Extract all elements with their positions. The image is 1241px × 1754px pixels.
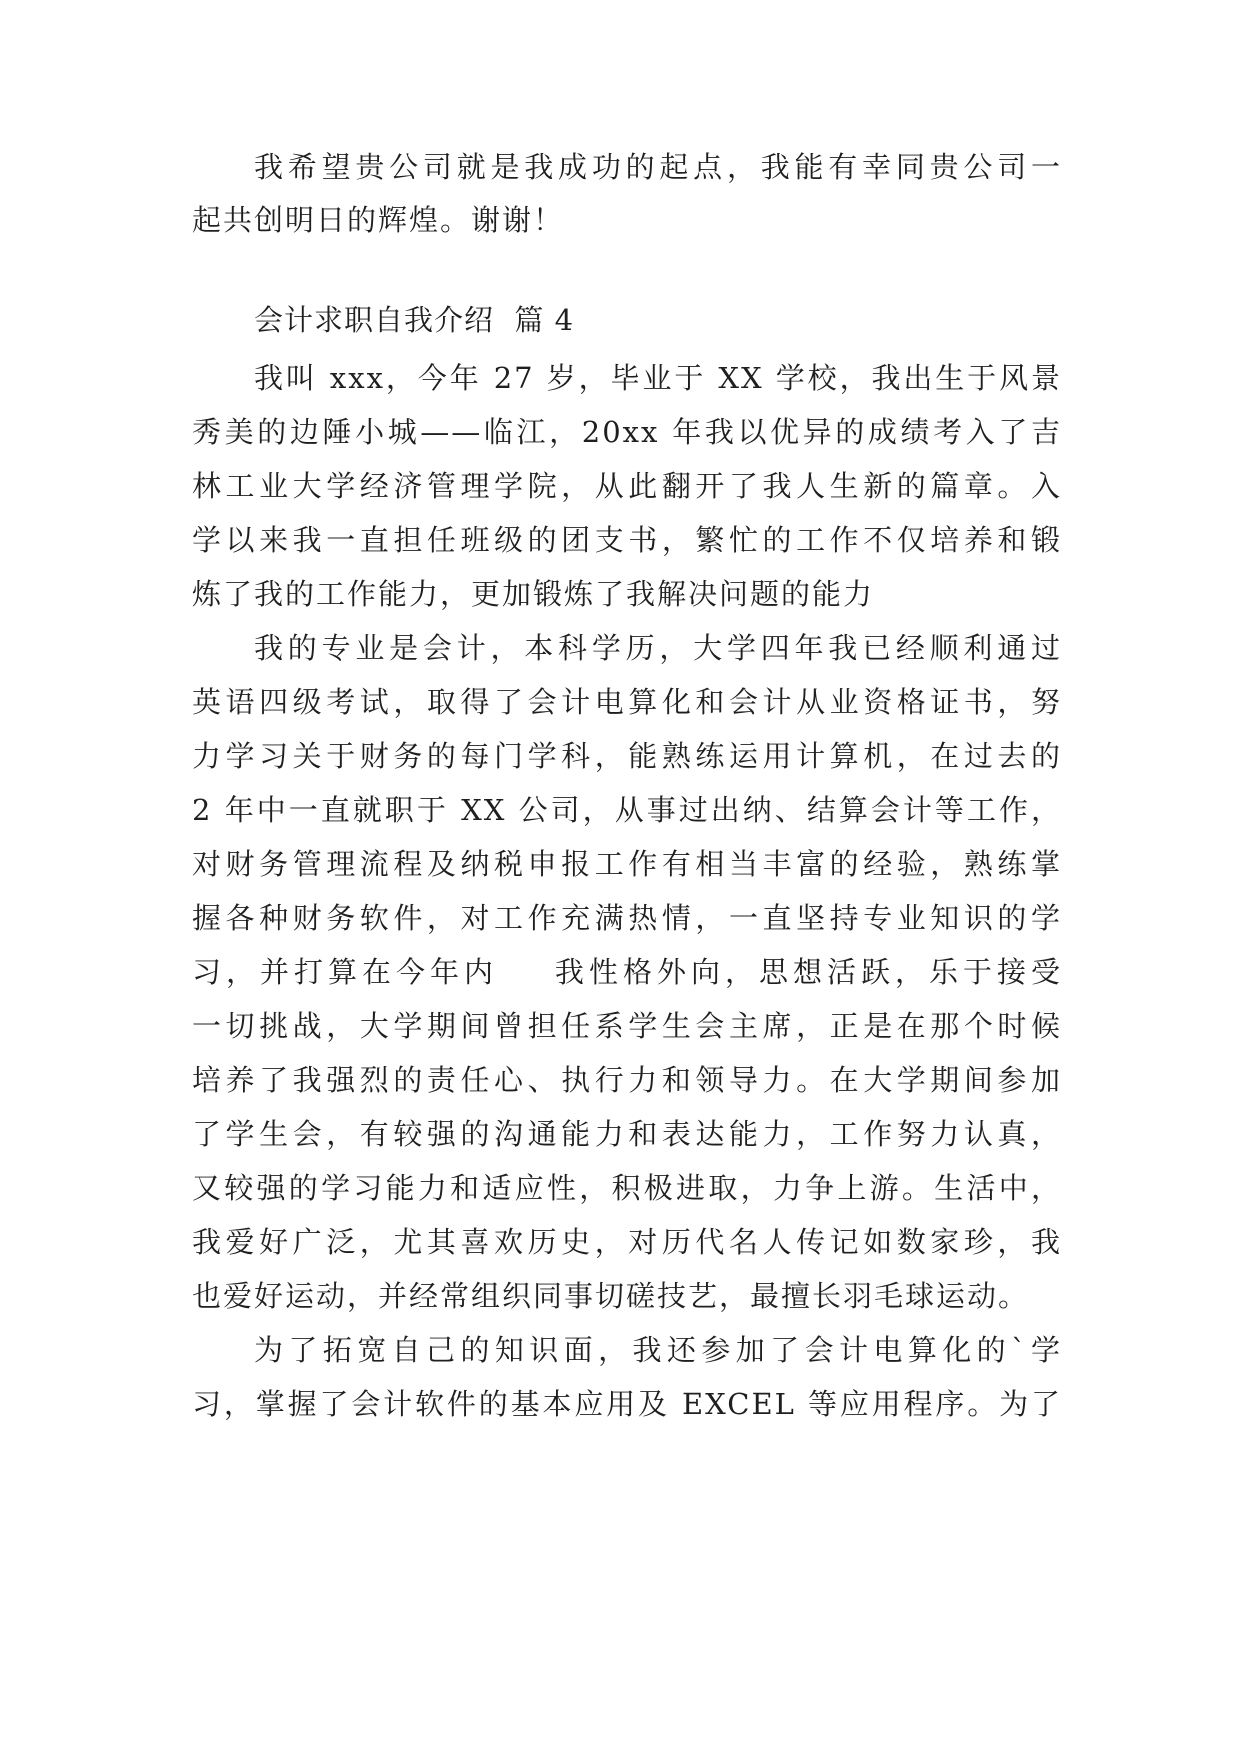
paragraph-line: 我叫 xxx，今年 27 岁，毕业于 XX 学校，我出生于风景 (254, 361, 1062, 395)
paragraph-line: 秀美的边陲小城——临江，20xx 年我以优异的成绩考入了吉 (192, 415, 1062, 449)
paragraph-line: 一切挑战，大学期间曾担任系学生会主席，正是在那个时候 (192, 1009, 1062, 1043)
paragraph-line: 又较强的学习能力和适应性，积极进取，力争上游。生活中， (192, 1171, 1062, 1205)
paragraph-line: 了学生会，有较强的沟通能力和表达能力，工作努力认真， (192, 1117, 1062, 1151)
paragraph-line: 起共创明日的辉煌。谢谢！ (192, 203, 565, 237)
paragraph-line: 对财务管理流程及纳税申报工作有相当丰富的经验，熟练掌 (192, 847, 1062, 881)
paragraph-line: 习，并打算在今年内 我性格外向，思想活跃，乐于接受 (192, 955, 1062, 989)
paragraph-line: 握各种财务软件，对工作充满热情，一直坚持专业知识的学 (192, 901, 1062, 935)
paragraph-line: 我希望贵公司就是我成功的起点，我能有幸同贵公司一 (254, 150, 1062, 184)
paragraph-line: 我的专业是会计，本科学历，大学四年我已经顺利通过 (254, 631, 1062, 665)
paragraph-line: 力学习关于财务的每门学科，能熟练运用计算机，在过去的 (192, 739, 1062, 773)
paragraph-line: 英语四级考试，取得了会计电算化和会计从业资格证书，努 (192, 685, 1062, 719)
paragraph-line: 学以来我一直担任班级的团支书，繁忙的工作不仅培养和锻 (192, 523, 1062, 557)
paragraph-line: 培养了我强烈的责任心、执行力和领导力。在大学期间参加 (192, 1063, 1062, 1097)
paragraph-line: 2 年中一直就职于 XX 公司，从事过出纳、结算会计等工作， (192, 793, 1062, 827)
section-heading: 会计求职自我介绍 篇 4 (254, 303, 575, 337)
paragraph-line: 林工业大学经济管理学院，从此翻开了我人生新的篇章。入 (192, 469, 1062, 503)
paragraph-line: 炼了我的工作能力，更加锻炼了我解决问题的能力 (192, 577, 875, 611)
paragraph-line: 也爱好运动，并经常组织同事切磋技艺，最擅长羽毛球运动。 (192, 1279, 1030, 1313)
paragraph-line: 为了拓宽自己的知识面，我还参加了会计电算化的`学 (254, 1333, 1062, 1367)
paragraph-line: 我爱好广泛，尤其喜欢历史，对历代名人传记如数家珍，我 (192, 1225, 1062, 1259)
paragraph-line: 习，掌握了会计软件的基本应用及 EXCEL 等应用程序。为了 (192, 1387, 1062, 1421)
